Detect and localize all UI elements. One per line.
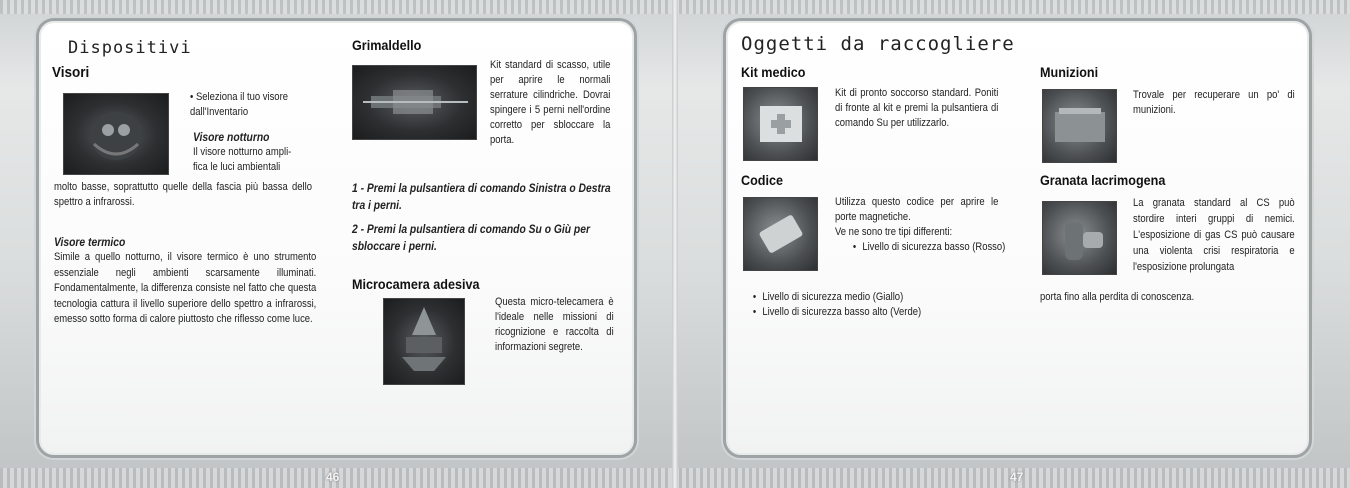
image-medkit: [743, 87, 818, 161]
page-number-right: 47: [1010, 470, 1024, 484]
heading-visori: Visori: [52, 64, 90, 81]
kit-medico-text: Kit di pronto soccorso standard. Poniti di fronte al kit e premi la pulsantiera di comando Su per utilizzarlo.: [835, 87, 999, 129]
heading-granata: Granata lacrimogena: [1040, 172, 1166, 188]
heading-codice: Codice: [741, 172, 784, 188]
visori-bullet: • Seleziona il tuo visore dall'Inventario: [190, 91, 288, 118]
heading-visore-notturno: Visore notturno: [193, 130, 270, 144]
section-title-oggetti: Oggetti da raccogliere: [741, 33, 1015, 55]
heading-microcamera: Microcamera adesiva: [352, 276, 480, 292]
grimaldello-text: Kit standard di scasso, utile per aprire le normali serrature cilindriche. Dovrai spingere i 5 perni nell'ordine corretto per sbloccare la porta.: [490, 59, 611, 146]
visore-termico-text: Simile a quello notturno, il visore termico è uno strumento essenziale negli ambienti scarsamente illuminati. Fondamentalmente, la differenza consiste nel fatto che questa tecnologia cattura il livello superiore dello spettro a infrarossi, emesso sotto forma di calore piuttosto che riflesso come luce.: [54, 251, 317, 326]
visori-bullet-text: Seleziona il tuo visore dall'Inventario: [190, 91, 288, 118]
grimaldello-step-2: 2 - Premi la pulsantiera di comando Su o Giù per sbloccare i perni.: [352, 222, 590, 253]
codice-list-item: • Livello di sicurezza basso (Rosso): [862, 240, 1013, 255]
book-spine: [672, 0, 678, 488]
image-tear-gas-grenade: [1042, 201, 1117, 275]
codice-list-item: • Livello di sicurezza medio (Giallo): [762, 290, 986, 305]
image-night-vision-goggles: [63, 93, 169, 175]
grimaldello-step-1: 1 - Premi la pulsantiera di comando Sinistra o Destra tra i perni.: [352, 181, 611, 212]
heading-munizioni: Munizioni: [1040, 64, 1099, 80]
codice-list-inline: [852, 240, 1013, 255]
image-lockpick: [352, 65, 477, 140]
visore-notturno-text-a: Il visore notturno ampli-: [193, 146, 292, 158]
image-ammo: [1042, 89, 1117, 163]
page-number-left: 46: [326, 470, 340, 484]
visore-notturno-text-c: molto basse, soprattutto quelle della fascia più bassa dello spettro a infrarossi.: [54, 181, 312, 208]
heading-grimaldello: Grimaldello: [352, 37, 422, 53]
heading-kit-medico: Kit medico: [741, 64, 806, 80]
image-keycard: [743, 197, 818, 271]
section-title-dispositivi: Dispositivi: [68, 38, 192, 58]
codice-text-b: Ve ne sono tre tipi differenti:: [835, 226, 953, 238]
image-microcamera: [383, 298, 465, 385]
munizioni-text: Trovale per recuperare un po' di munizioni.: [1133, 89, 1295, 116]
visore-notturno-text-b: fica le luci ambientali: [193, 161, 281, 173]
microcamera-text: Questa micro-telecamera è l'ideale nelle missioni di ricognizione e raccolta di informazioni segrete.: [495, 296, 614, 353]
codice-text-a: Utilizza questo codice per aprire le porte magnetiche.: [835, 196, 999, 223]
codice-list: [752, 290, 986, 320]
granata-text-a: La granata standard al CS può stordire interi gruppi di nemici. L'esposizione di gas CS può causare una violenta crisi respiratoria e l'esposizione prolungata: [1133, 197, 1295, 273]
codice-list-item: • Livello di sicurezza basso alto (Verde): [762, 305, 986, 320]
heading-visore-termico: Visore termico: [54, 235, 126, 249]
granata-text-b: porta fino alla perdita di conoscenza.: [1040, 291, 1195, 303]
